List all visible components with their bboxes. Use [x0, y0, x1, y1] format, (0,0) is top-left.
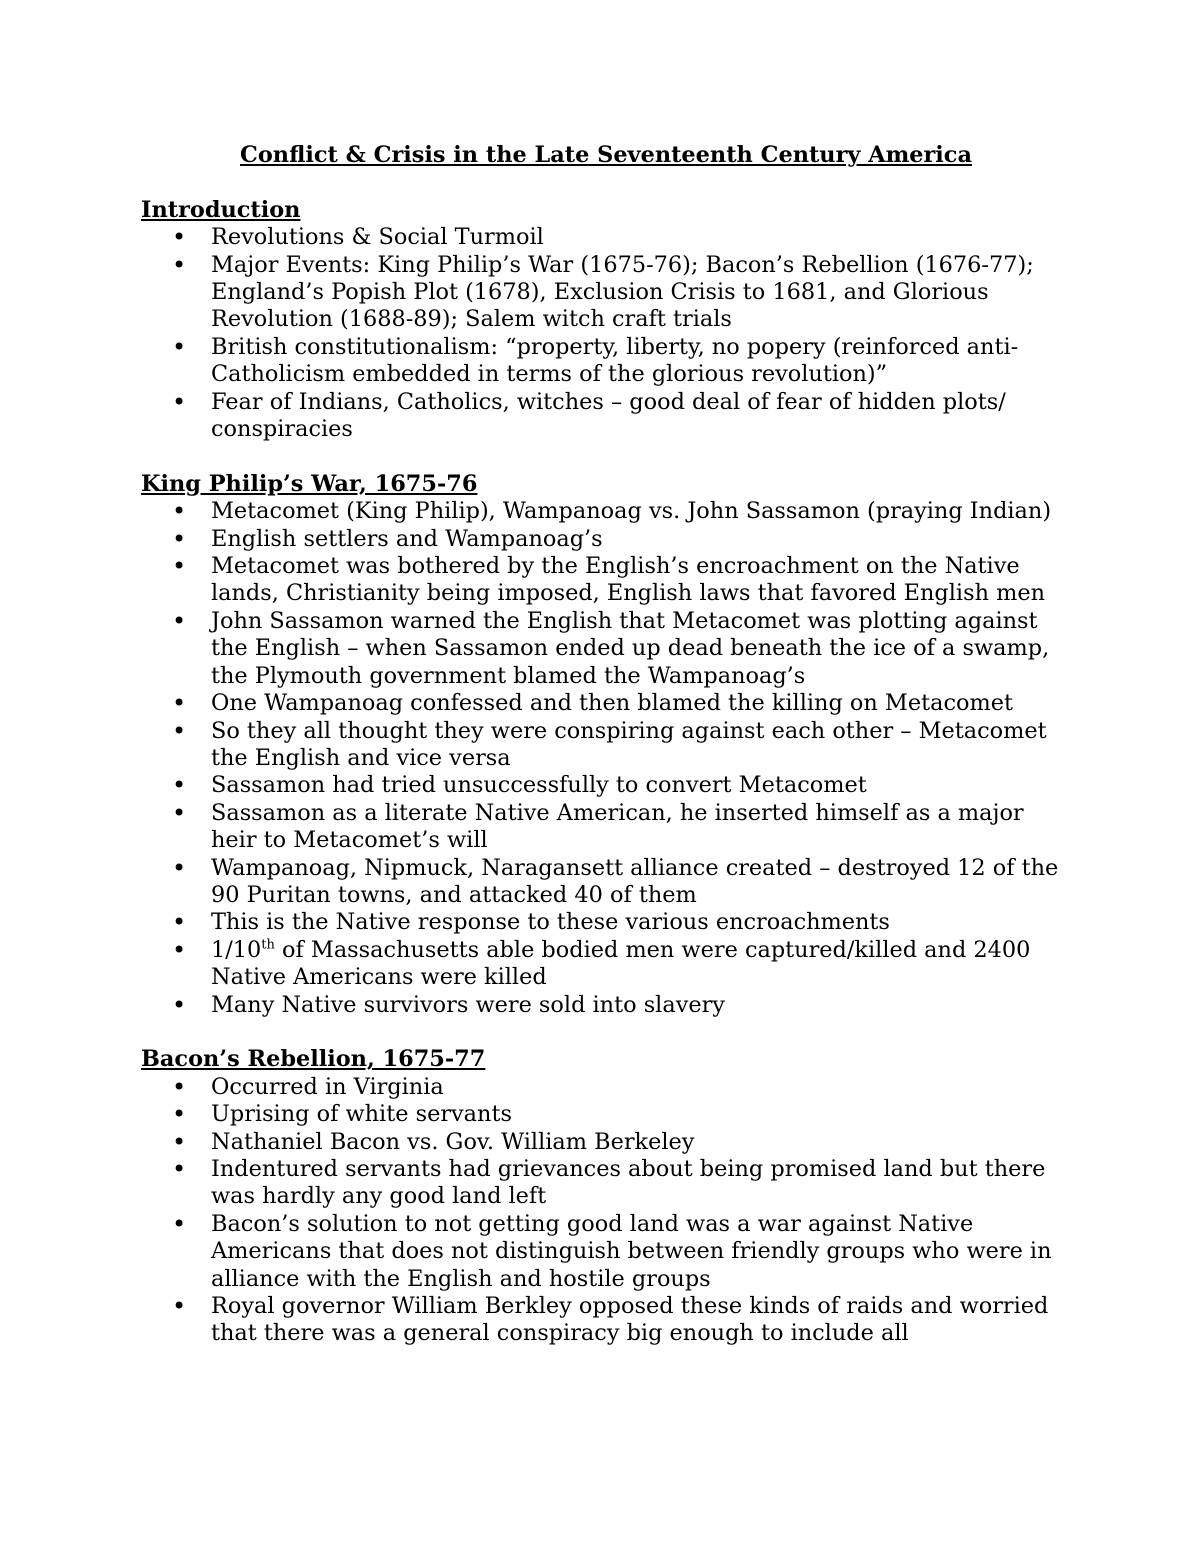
document-title: Conflict & Crisis in the Late Seventeenth Century America	[240, 142, 972, 168]
list-item: • Occurred in Virginia	[141, 1074, 1071, 1101]
list-item: • Wampanoag, Nipmuck, Naragansett alliance created – destroyed 12 of the 90 Puritan towns, and attacked 40 of them	[141, 855, 1071, 910]
list-item: • Sassamon as a literate Native American, he inserted himself as a major heir to Metacomet’s will	[141, 800, 1071, 855]
document-body	[141, 142, 1071, 1375]
list-item: • Fear of Indians, Catholics, witches – good deal of fear of hidden plots/ conspiracies	[141, 389, 1071, 444]
section-introduction	[141, 197, 1071, 444]
list-item: • English settlers and Wampanoag’s	[141, 526, 1071, 553]
list-item: • Major Events: King Philip’s War (1675-76); Bacon’s Rebellion (1676-77); England’s Popish Plot (1678), Exclusion Crisis to 1681, and Glorious Revolution (1688-89); Salem witch craft trials	[141, 252, 1071, 334]
bullet-list	[141, 1074, 1071, 1348]
section-bacons-rebellion	[141, 1046, 1071, 1347]
fraction-text: 1/10	[211, 936, 262, 963]
list-item: • Bacon’s solution to not getting good land was a war against Native Americans that does not distinguish between friendly groups who were in alliance with the English and hostile groups	[141, 1211, 1071, 1293]
list-item: • Metacomet (King Philip), Wampanoag vs. John Sassamon (praying Indian)	[141, 498, 1071, 525]
bullet-list	[141, 498, 1071, 1019]
section-king-philips-war	[141, 471, 1071, 1019]
list-item: • Indentured servants had grievances about being promised land but there was hardly any good land left	[141, 1156, 1071, 1211]
section-heading: Bacon’s Rebellion, 1675-77	[141, 1046, 486, 1073]
list-item: • John Sassamon warned the English that Metacomet was plotting against the English – when Sassamon ended up dead beneath the ice of a swamp, the Plymouth government blamed the Wampanoag’s	[141, 608, 1071, 690]
list-item: • This is the Native response to these various encroachments	[141, 909, 1071, 936]
list-item: • Metacomet was bothered by the English’s encroachment on the Native lands, Christianity being imposed, English laws that favored English men	[141, 553, 1071, 608]
list-item: • Royal governor William Berkley opposed these kinds of raids and worried that there was a general conspiracy big enough to include all	[141, 1293, 1071, 1348]
list-item-text: of Massachusetts able bodied men were captured/killed and 2400 Native Americans were killed	[211, 936, 1031, 991]
list-item: • Nathaniel Bacon vs. Gov. William Berkeley	[141, 1129, 1071, 1156]
list-item: • Many Native survivors were sold into slavery	[141, 992, 1071, 1019]
ordinal-superscript: th	[261, 937, 275, 953]
bullet-list	[141, 224, 1071, 443]
list-item: • Sassamon had tried unsuccessfully to convert Metacomet	[141, 772, 1071, 799]
list-item: • Revolutions & Social Turmoil	[141, 224, 1071, 251]
list-item: • So they all thought they were conspiring against each other – Metacomet the English and vice versa	[141, 718, 1071, 773]
section-heading: Introduction	[141, 196, 301, 223]
list-item: • British constitutionalism: “property, liberty, no popery (reinforced anti-Catholicism embedded in terms of the glorious revolution)”	[141, 334, 1071, 389]
section-heading: King Philip’s War, 1675-76	[141, 470, 478, 497]
list-item: • One Wampanoag confessed and then blamed the killing on Metacomet	[141, 690, 1071, 717]
list-item	[141, 937, 1071, 992]
list-item: • Uprising of white servants	[141, 1101, 1071, 1128]
